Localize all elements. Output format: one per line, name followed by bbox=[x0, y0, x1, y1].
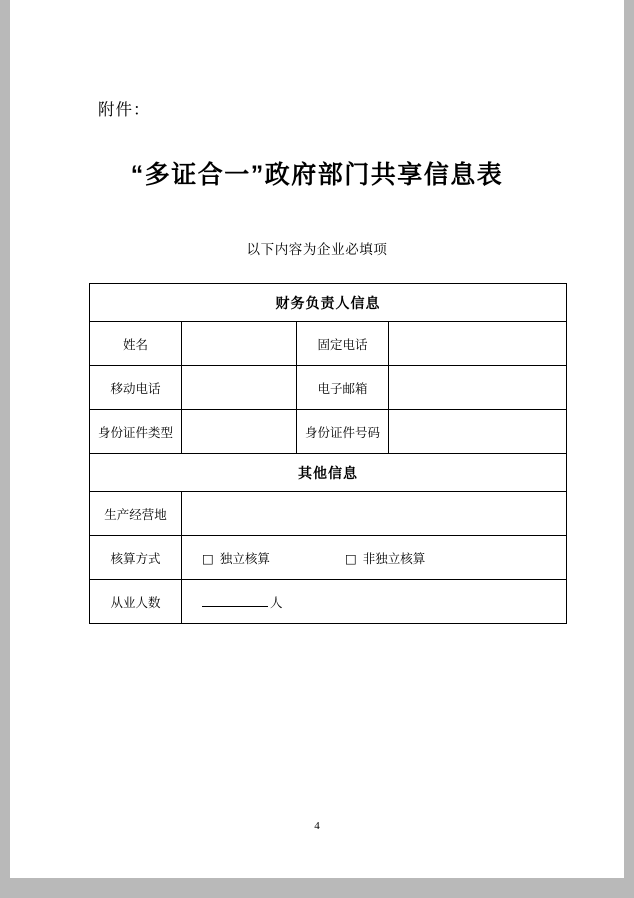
field-label-employee-count: 从业人数 bbox=[90, 580, 182, 624]
checkbox-label-independent: 独立核算 bbox=[219, 551, 270, 566]
table-row bbox=[90, 492, 567, 536]
field-value-business-location[interactable] bbox=[182, 492, 567, 536]
table-row bbox=[90, 284, 567, 322]
field-value-email[interactable] bbox=[389, 366, 567, 410]
table-row bbox=[90, 410, 567, 454]
form-subtitle: 以下内容为企业必填项 bbox=[246, 242, 388, 257]
field-value-mobile[interactable] bbox=[182, 366, 297, 410]
checkbox-icon[interactable]: □ bbox=[344, 550, 357, 566]
page-number: 4 bbox=[314, 820, 320, 832]
table-row bbox=[90, 366, 567, 410]
table-row bbox=[90, 580, 567, 624]
page-content bbox=[10, 0, 624, 878]
employee-count-entry bbox=[202, 596, 283, 610]
field-label-id-type: 身份证件类型 bbox=[90, 410, 182, 454]
field-value-name[interactable] bbox=[182, 322, 297, 366]
field-value-employee-count bbox=[182, 580, 567, 624]
section-header-finance: 财务负责人信息 bbox=[90, 284, 567, 322]
field-value-id-type[interactable] bbox=[182, 410, 297, 454]
field-label-email: 电子邮箱 bbox=[297, 366, 389, 410]
field-value-accounting-method bbox=[182, 536, 567, 580]
table-row bbox=[90, 454, 567, 492]
field-value-id-number[interactable] bbox=[389, 410, 567, 454]
checkbox-label-non-independent: 非独立核算 bbox=[362, 551, 426, 566]
employee-count-unit: 人 bbox=[270, 595, 283, 610]
employee-count-input[interactable] bbox=[202, 594, 268, 607]
checkbox-icon[interactable]: □ bbox=[202, 550, 214, 566]
attachment-label: 附件： bbox=[98, 101, 151, 119]
checkbox-option-non-independent[interactable] bbox=[345, 549, 425, 567]
document-page bbox=[10, 0, 624, 878]
section-header-other: 其他信息 bbox=[90, 454, 567, 492]
shared-info-form-table bbox=[89, 283, 567, 624]
field-label-accounting-method: 核算方式 bbox=[90, 536, 182, 580]
table-row bbox=[90, 536, 567, 580]
checkbox-option-independent[interactable] bbox=[202, 549, 270, 567]
field-label-id-number: 身份证件号码 bbox=[297, 410, 389, 454]
field-value-landline[interactable] bbox=[389, 322, 567, 366]
field-label-landline: 固定电话 bbox=[297, 322, 389, 366]
page-title: “多证合一”政府部门共享信息表 bbox=[130, 161, 504, 189]
field-label-mobile: 移动电话 bbox=[90, 366, 182, 410]
field-label-business-location: 生产经营地 bbox=[90, 492, 182, 536]
field-label-name: 姓名 bbox=[90, 322, 182, 366]
table-row bbox=[90, 322, 567, 366]
